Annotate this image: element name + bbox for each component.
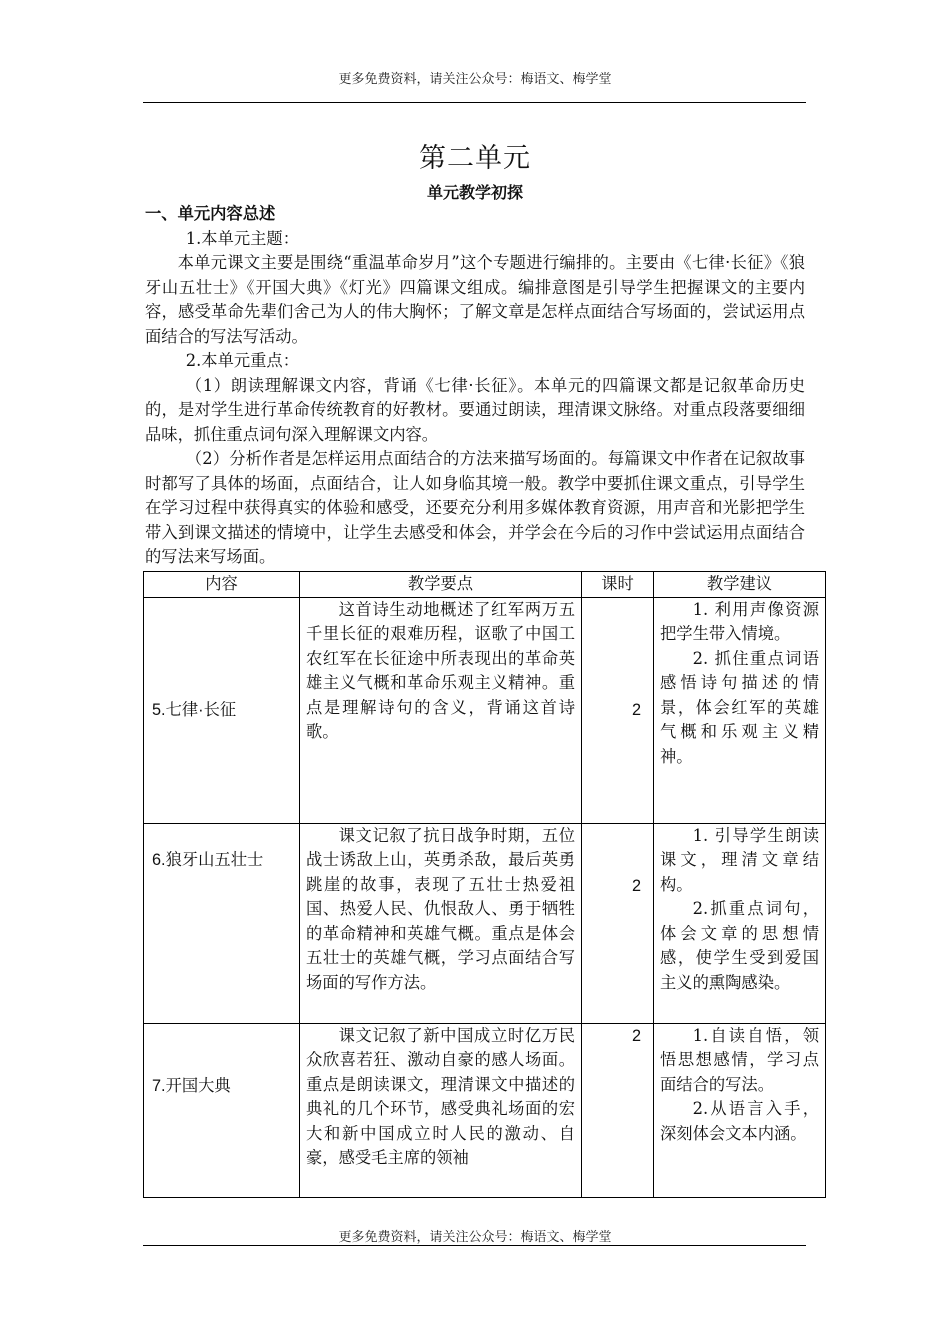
suggestion-1: 1.自读自悟，领悟思想感情，学习点面结合的写法。 [660, 1025, 819, 1094]
lesson-points [300, 1023, 582, 1197]
teaching-table [143, 571, 826, 1198]
lesson-suggestions [654, 1023, 826, 1197]
lesson-hours: 2 [582, 597, 654, 823]
theme-paragraph: 本单元课文主要是围绕“重温革命岁月”这个专题进行编排的。主要由《七律·长征》《狼牙山五壮士》《开国大典》《灯光》四篇课文组成。编排意图是引导学生把握课文的主要内容，感受革命先辈们舍己为人的伟大胸怀；了解文章是怎样点面结合写场面的，尝试运用点面结合的写法写活动。 [145, 253, 805, 346]
table-header-row [144, 572, 826, 598]
suggestion-1: 1. 引导学生朗读课文，理清文章结构。 [660, 825, 819, 894]
header-hours: 课时 [582, 572, 654, 598]
page-subtitle: 单元教学初探 [426, 183, 523, 202]
lesson-hours: 2 [582, 823, 654, 1023]
key-label: 2.本单元重点： [185, 351, 299, 370]
key-point-1: （1）朗读理解课文内容，背诵《七律·长征》。本单元的四篇课文都是记叙革命历史的，是对学生进行革命传统教育的好教材。要通过朗读，理清课文脉络。对重点段落要细细品味，抓住重点词句深入理解课文内容。 [145, 375, 805, 444]
lesson-suggestions [654, 823, 826, 1023]
header-rule [143, 102, 806, 103]
theme-label: 1.本单元主题： [185, 228, 299, 248]
points-text: 课文记叙了抗日战争时期，五位战士诱敌上山，英勇杀敌，最后英勇跳崖的故事，表现了五壮士热爱祖国、热爱人民、仇恨敌人、勇于牺牲的革命精神和英雄气概。重点是体会五壮士的英雄气概，学习点面结合写场面的写作方法。 [306, 825, 575, 992]
lesson-points [300, 823, 582, 1023]
lesson-name: 7.开国大典 [144, 1023, 300, 1197]
suggestion-2: 2. 抓住重点词语感悟诗句描述的情景，体会红军的英雄气概和乐观主义精神。 [660, 648, 819, 766]
suggestion-1: 1. 利用声像资源把学生带入情境。 [660, 599, 819, 643]
lesson-name: 6.狼牙山五壮士 [144, 823, 300, 1023]
lesson-hours: 2 [582, 1023, 654, 1197]
unit-overview [145, 202, 805, 570]
lesson-points [300, 597, 582, 823]
points-text: 课文记叙了新中国成立时亿万民众欣喜若狂、激动自豪的感人场面。重点是朗读课文，理清课文中描述的典礼的几个环节，感受典礼场面的宏大和新中国成立时人民的激动、自豪，感受毛主席的领袖 [306, 1025, 575, 1167]
table-row [144, 1023, 826, 1197]
page-title: 第二单元 [419, 143, 531, 174]
lesson-suggestions [654, 597, 826, 823]
lesson-name: 5.七律·长征 [144, 597, 300, 823]
suggestion-2: 2.抓重点词句，体会文章的思想情感，使学生受到爱国主义的熏陶感染。 [660, 899, 819, 992]
page-footer: 更多免费资料，请关注公众号：梅语文、梅学堂 [338, 1230, 612, 1245]
header-points: 教学要点 [300, 572, 582, 598]
suggestion-2: 2.从语言入手，深刻体会文本内涵。 [660, 1099, 819, 1143]
header-suggestions: 教学建议 [654, 572, 826, 598]
table-row [144, 597, 826, 823]
footer-rule [143, 1245, 806, 1246]
points-text: 这首诗生动地概述了红军两万五千里长征的艰难历程，讴歌了中国工农红军在长征途中所表现出的革命英雄主义气概和革命乐观主义精神。重点是理解诗句的含义，背诵这首诗歌。 [306, 599, 575, 741]
header-content: 内容 [144, 572, 300, 598]
page-header: 更多免费资料，请关注公众号：梅语文、梅学堂 [338, 72, 612, 87]
section-heading: 一、单元内容总述 [145, 204, 276, 223]
table-row [144, 823, 826, 1023]
key-point-2: （2）分析作者是怎样运用点面结合的方法来描写场面的。每篇课文中作者在记叙故事时都写了具体的场面，点面结合，让人如身临其境一般。教学中要抓住课文重点，引导学生在学习过程中获得真实的体验和感受，还要充分利用多媒体教育资源，用声音和光影把学生带入到课文描述的情境中，让学生去感受和体会，并学会在今后的习作中尝试运用点面结合的写法来写场面。 [145, 449, 805, 566]
